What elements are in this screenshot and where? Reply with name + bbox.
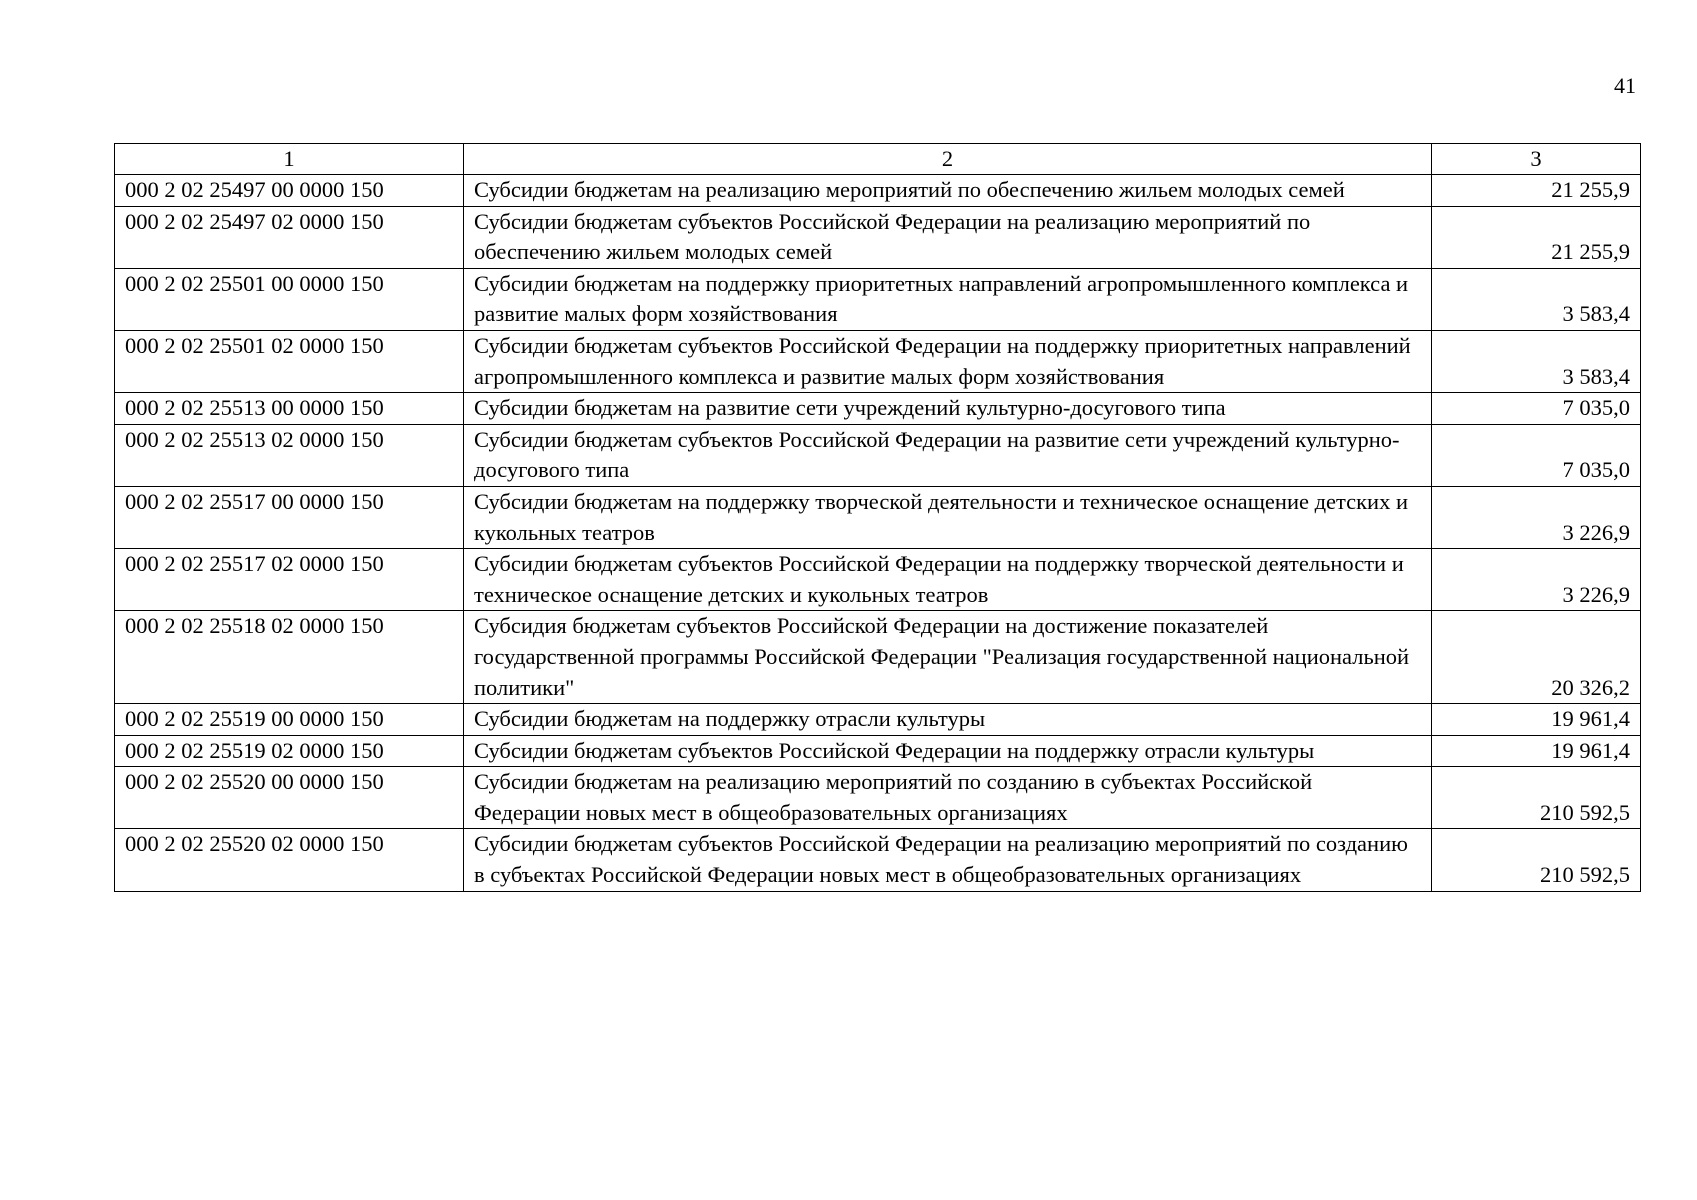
amount-cell: 210 592,5 — [1432, 829, 1641, 891]
amount-cell: 19 961,4 — [1432, 735, 1641, 767]
table-row — [115, 424, 1641, 486]
table-row — [115, 704, 1641, 736]
code-cell: 000 2 02 25517 02 0000 150 — [115, 549, 464, 611]
table-row — [115, 206, 1641, 268]
code-cell: 000 2 02 25518 02 0000 150 — [115, 611, 464, 704]
name-cell: Субсидии бюджетам на поддержку отрасли культуры — [464, 704, 1432, 736]
amount-cell: 3 226,9 — [1432, 486, 1641, 548]
amount-cell: 210 592,5 — [1432, 767, 1641, 829]
table-row — [115, 829, 1641, 891]
code-cell: 000 2 02 25519 00 0000 150 — [115, 704, 464, 736]
table-row — [115, 330, 1641, 392]
name-cell: Субсидии бюджетам на поддержку приоритетных направлений агропромышленного комплекса и развитие малых форм хозяйствования — [464, 268, 1432, 330]
column-header-amount: 3 — [1432, 144, 1641, 175]
code-cell: 000 2 02 25513 02 0000 150 — [115, 424, 464, 486]
name-cell: Субсидии бюджетам на реализацию мероприятий по созданию в субъектах Российской Федерации новых мест в общеобразовательных организациях — [464, 767, 1432, 829]
code-cell: 000 2 02 25501 00 0000 150 — [115, 268, 464, 330]
name-cell: Субсидии бюджетам на поддержку творческой деятельности и техническое оснащение детских и кукольных театров — [464, 486, 1432, 548]
amount-cell: 7 035,0 — [1432, 424, 1641, 486]
amount-cell: 3 583,4 — [1432, 330, 1641, 392]
amount-cell: 3 226,9 — [1432, 549, 1641, 611]
table-row — [115, 549, 1641, 611]
amount-cell: 21 255,9 — [1432, 175, 1641, 207]
name-cell: Субсидии бюджетам субъектов Российской Федерации на поддержку приоритетных направлений агропромышленного комплекса и развитие малых форм хозяйствования — [464, 330, 1432, 392]
name-cell: Субсидии бюджетам субъектов Российской Федерации на реализацию мероприятий по обеспечению жильем молодых семей — [464, 206, 1432, 268]
table-body — [115, 175, 1641, 892]
column-header-code: 1 — [115, 144, 464, 175]
amount-cell: 3 583,4 — [1432, 268, 1641, 330]
code-cell: 000 2 02 25497 02 0000 150 — [115, 206, 464, 268]
table-row — [115, 486, 1641, 548]
budget-table — [114, 143, 1641, 892]
amount-cell: 7 035,0 — [1432, 393, 1641, 425]
page-number: 41 — [1614, 73, 1636, 98]
column-header-name: 2 — [464, 144, 1432, 175]
name-cell: Субсидии бюджетам на реализацию мероприятий по обеспечению жильем молодых семей — [464, 175, 1432, 207]
amount-cell: 20 326,2 — [1432, 611, 1641, 704]
code-cell: 000 2 02 25520 02 0000 150 — [115, 829, 464, 891]
code-cell: 000 2 02 25501 02 0000 150 — [115, 330, 464, 392]
code-cell: 000 2 02 25519 02 0000 150 — [115, 735, 464, 767]
amount-cell: 21 255,9 — [1432, 206, 1641, 268]
table-row — [115, 735, 1641, 767]
name-cell: Субсидия бюджетам субъектов Российской Федерации на достижение показателей государственной программы Российской Федерации "Реализация государственной национальной политики" — [464, 611, 1432, 704]
name-cell: Субсидии бюджетам субъектов Российской Федерации на реализацию мероприятий по созданию в субъектах Российской Федерации новых мест в общеобразовательных организациях — [464, 829, 1432, 891]
name-cell: Субсидии бюджетам субъектов Российской Федерации на развитие сети учреждений культурно-досугового типа — [464, 424, 1432, 486]
name-cell: Субсидии бюджетам субъектов Российской Федерации на поддержку творческой деятельности и техническое оснащение детских и кукольных театров — [464, 549, 1432, 611]
code-cell: 000 2 02 25497 00 0000 150 — [115, 175, 464, 207]
name-cell: Субсидии бюджетам субъектов Российской Федерации на поддержку отрасли культуры — [464, 735, 1432, 767]
amount-cell: 19 961,4 — [1432, 704, 1641, 736]
code-cell: 000 2 02 25513 00 0000 150 — [115, 393, 464, 425]
code-cell: 000 2 02 25520 00 0000 150 — [115, 767, 464, 829]
table-row — [115, 393, 1641, 425]
table-row — [115, 268, 1641, 330]
header-row — [115, 144, 1641, 175]
table-header — [115, 144, 1641, 175]
name-cell: Субсидии бюджетам на развитие сети учреждений культурно-досугового типа — [464, 393, 1432, 425]
table-row — [115, 175, 1641, 207]
code-cell: 000 2 02 25517 00 0000 150 — [115, 486, 464, 548]
table-row — [115, 611, 1641, 704]
table-row — [115, 767, 1641, 829]
